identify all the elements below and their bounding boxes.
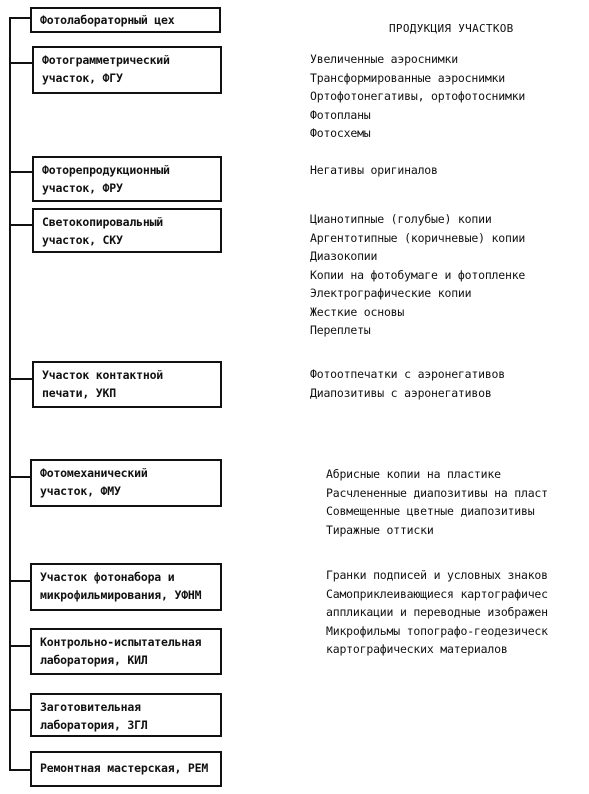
product-item: Абрисные копии на пластике (326, 467, 501, 481)
unit-box-fru: Фоторепродукционный участок, ФРУ (32, 156, 222, 202)
product-list-fgu (310, 50, 525, 143)
product-item: Самоприклеивающиеся картографичес (326, 586, 548, 601)
product-item: Диазокопии (310, 249, 378, 263)
unit-box-ufnm: Участок фотонабора и микрофильмирования, УФНМ (30, 563, 222, 611)
product-item: Фотопланы (310, 107, 371, 122)
connector-trunk (9, 17, 11, 771)
product-item: Электрографические копии (310, 286, 472, 300)
connector-rem (9, 769, 30, 771)
unit-box-fmu: Фотомеханический участок, ФМУ (30, 459, 222, 507)
product-item: Фотоотпечатки с аэронегативов (310, 367, 505, 381)
product-item: Негативы оригиналов (310, 163, 438, 177)
unit-box-fgu: Фотограмметрический участок, ФГУ (32, 46, 222, 94)
product-item: Переплеты (310, 323, 371, 337)
connector-fru (9, 171, 32, 173)
product-item: Увеличенные аэроснимки (310, 52, 458, 66)
product-item: Диапозитивы с аэронегативов (310, 385, 492, 400)
connector-fgu (9, 62, 32, 64)
connector-ufnm (9, 580, 30, 582)
unit-box-sku: Светокопировальный участок, СКУ (32, 208, 222, 253)
unit-box-ukp: Участок контактной печати, УКП (32, 361, 222, 408)
product-item: картографических материалов (326, 642, 508, 656)
product-item: Копии на фотобумаге и фотопленке (310, 267, 526, 282)
product-list-ukp (310, 365, 505, 402)
connector-root (9, 17, 30, 19)
connector-zgl (9, 709, 30, 711)
root-box: Фотолабораторный цех (30, 7, 221, 33)
products-heading: ПРОДУКЦИЯ УЧАСТКОВ (389, 22, 514, 35)
product-item: Фотосхемы (310, 126, 371, 140)
product-list-fru (310, 161, 438, 180)
product-item: Цианотипные (голубые) копии (310, 212, 492, 226)
product-item: Трансформированные аэроснимки (310, 70, 505, 85)
product-item: Жесткие основы (310, 304, 405, 319)
connector-sku (9, 224, 32, 226)
unit-box-kil: Контрольно-испытательная лаборатория, КИЛ (30, 628, 222, 675)
product-item: Аргентотипные (коричневые) копии (310, 230, 526, 245)
product-item: Микрофильмы топографо-геодезическ (326, 623, 548, 638)
product-list-ufnm (326, 566, 548, 659)
product-item: Совмещенные цветные диапозитивы (326, 504, 535, 518)
product-list-fmu (326, 465, 548, 539)
unit-box-zgl: Заготовительная лаборатория, ЗГЛ (30, 693, 222, 737)
connector-fmu (9, 476, 30, 478)
product-item: Расчлененные диапозитивы на пласт (326, 485, 548, 500)
product-item: Ортофотонегативы, ортофотоснимки (310, 89, 526, 103)
product-item: Тиражные оттиски (326, 522, 434, 537)
product-item: аппликации и переводные изображен (326, 605, 548, 619)
product-item: Гранки подписей и условных знаков (326, 568, 548, 582)
unit-box-rem: Ремонтная мастерская, РЕМ (30, 751, 222, 787)
connector-ukp (9, 378, 32, 380)
product-list-sku (310, 210, 525, 340)
connector-kil (9, 645, 30, 647)
